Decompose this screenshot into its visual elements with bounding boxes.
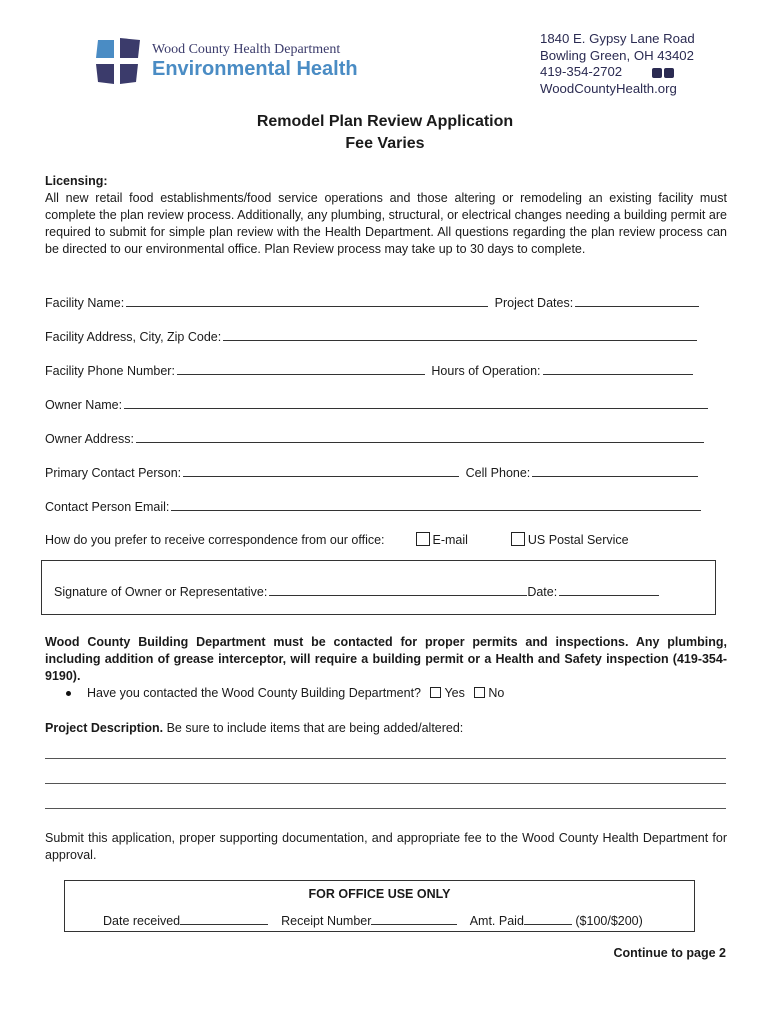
social-icons <box>650 64 674 81</box>
cell-phone-input[interactable] <box>532 464 698 477</box>
building-question <box>66 686 504 700</box>
owner-name-label: Owner Name: <box>45 398 123 412</box>
date-received-label: Date received <box>103 914 181 928</box>
facility-phone-row <box>45 362 693 378</box>
county-logo-icon <box>90 34 144 88</box>
amt-paid-label: Amt. Paid <box>469 914 524 928</box>
form-title: Remodel Plan Review Application <box>256 113 514 130</box>
receipt-number-input[interactable] <box>371 912 457 925</box>
correspondence-label: How do you prefer to receive correspondence from our office: <box>45 533 385 547</box>
primary-contact-row <box>45 464 698 480</box>
hours-label: Hours of Operation: <box>431 364 541 378</box>
facility-phone-input[interactable] <box>177 362 425 375</box>
email-option-label: E-mail <box>432 533 468 547</box>
no-label: No <box>488 686 505 700</box>
cell-phone-label: Cell Phone: <box>465 466 531 480</box>
facility-name-label: Facility Name: <box>45 296 125 310</box>
building-dept-notice: Wood County Building Department must be contacted for proper permits and inspections. Any plumbing, including addition of grease interceptor, will require a building permit or a Health and Safety inspection (419-354-9190). <box>45 635 727 683</box>
facility-name-input[interactable] <box>126 294 488 307</box>
primary-contact-label: Primary Contact Person: <box>45 466 182 480</box>
project-line-1[interactable] <box>45 758 726 759</box>
facility-address-input[interactable] <box>223 328 697 341</box>
owner-address-input[interactable] <box>136 430 704 443</box>
licensing-heading: Licensing: <box>45 174 108 188</box>
hours-input[interactable] <box>543 362 693 375</box>
address-line-2: Bowling Green, OH 43402 <box>540 47 694 63</box>
project-line-2[interactable] <box>45 783 726 784</box>
signature-date-label: Date: <box>527 585 558 599</box>
twitter-icon[interactable] <box>664 68 674 78</box>
facility-address-label: Facility Address, City, Zip Code: <box>45 330 222 344</box>
office-use-box <box>64 880 695 932</box>
continue-note: Continue to page 2 <box>613 946 726 960</box>
email-checkbox[interactable] <box>416 532 430 546</box>
project-label-bold: Project Description. <box>45 721 164 735</box>
division-name: Environmental Health <box>152 58 358 80</box>
postal-checkbox[interactable] <box>511 532 525 546</box>
project-dates-label: Project Dates: <box>494 296 574 310</box>
facebook-icon[interactable] <box>652 68 662 78</box>
project-description-label <box>45 721 463 735</box>
contact-block <box>540 31 695 97</box>
org-name: Wood County Health Department <box>152 42 341 57</box>
contact-email-label: Contact Person Email: <box>45 500 170 514</box>
date-received-input[interactable] <box>180 912 268 925</box>
postal-option-label: US Postal Service <box>527 533 629 547</box>
facility-name-row <box>45 294 699 310</box>
signature-row <box>54 583 659 599</box>
address-line-1: 1840 E. Gypsy Lane Road <box>540 31 695 46</box>
primary-contact-input[interactable] <box>183 464 459 477</box>
submit-instructions: Submit this application, proper supporting documentation, and appropriate fee to the Wood County Health Department for approval. <box>45 831 727 862</box>
correspondence-row <box>45 532 629 547</box>
amt-paid-input[interactable] <box>524 912 572 925</box>
project-hint: Be sure to include items that are being added/altered: <box>163 721 464 735</box>
owner-address-label: Owner Address: <box>45 432 134 446</box>
contact-email-input[interactable] <box>171 498 701 511</box>
signature-date-input[interactable] <box>559 583 659 596</box>
fee-amounts: ($100/$200) <box>575 914 643 928</box>
signature-label: Signature of Owner or Representative: <box>54 585 268 599</box>
owner-address-row <box>45 430 704 446</box>
contact-email-row <box>45 498 701 514</box>
office-use-row <box>103 912 643 928</box>
signature-box <box>41 560 716 615</box>
project-dates-input[interactable] <box>575 294 699 307</box>
signature-input[interactable] <box>269 583 527 596</box>
yes-label: Yes <box>444 686 465 700</box>
bullet-icon <box>66 691 71 696</box>
website-link[interactable]: WoodCountyHealth.org <box>540 80 677 96</box>
building-question-text: Have you contacted the Wood County Building Department? <box>87 686 421 700</box>
phone-line <box>540 64 695 81</box>
office-use-heading: FOR OFFICE USE ONLY <box>308 887 451 901</box>
no-checkbox[interactable] <box>474 687 485 698</box>
licensing-text: All new retail food establishments/food service operations and those altering or remodeling an existing facility must complete the plan review process. Additionally, any plumbing, structural, or electrical changes needing a building permit are required to submit for simple plan review with the Health Department. All questions regarding the plan review process can be directed to our environmental office. Plan Review process may take up to 30 days to complete. <box>45 191 727 256</box>
receipt-number-label: Receipt Number <box>281 914 372 928</box>
facility-address-row <box>45 328 697 344</box>
yes-checkbox[interactable] <box>430 687 441 698</box>
project-line-3[interactable] <box>45 808 726 809</box>
form-subtitle: Fee Varies <box>345 135 425 152</box>
owner-name-input[interactable] <box>124 396 708 409</box>
facility-phone-label: Facility Phone Number: <box>45 364 175 378</box>
owner-name-row <box>45 396 708 412</box>
phone-number: 419-354-2702 <box>540 64 623 79</box>
